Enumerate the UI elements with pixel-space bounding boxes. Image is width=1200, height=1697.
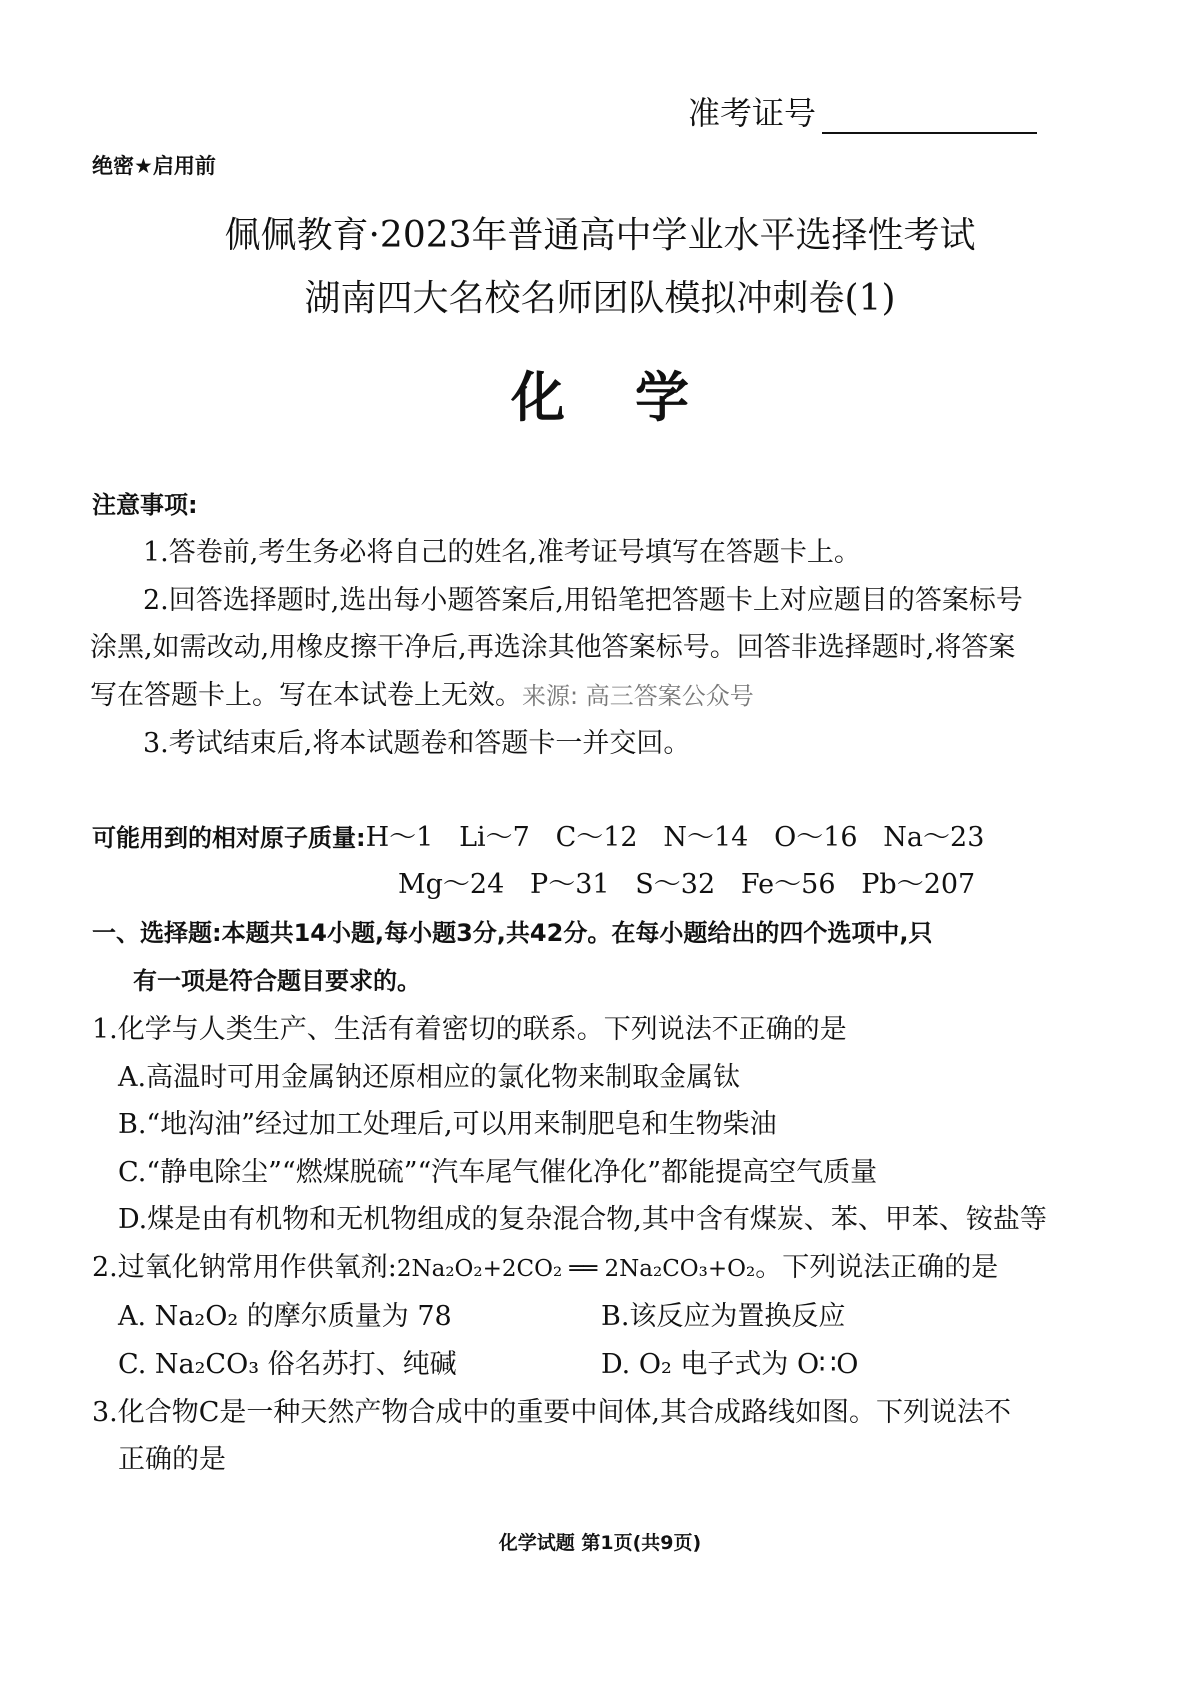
- section-heading-line1: 一、选择题:本题共14小题,每小题3分,共42分。在每小题给出的四个选项中,只: [92, 919, 933, 947]
- q1-stem: 1.化学与人类生产、生活有着密切的联系。下列说法不正确的是: [92, 1014, 847, 1045]
- exam-title-line2: 湖南四大名校名师团队模拟冲刺卷(1): [304, 278, 896, 319]
- exam-id-label: 准考证号: [688, 94, 817, 132]
- q1-option-c: C.“静电除尘”“燃煤脱硫”“汽车尾气催化净化”都能提高空气质量: [118, 1157, 878, 1188]
- q1-option-d: D.煤是由有机物和无机物组成的复杂混合物,其中含有煤炭、苯、甲苯、铵盐等: [118, 1204, 1047, 1235]
- atomic-mass-row1: [92, 815, 984, 854]
- notice-item-2-line3: [90, 673, 754, 712]
- atomic-mass-row2: Mg～24 P～31 S～32 Fe～56 Pb～207: [398, 869, 976, 900]
- q1-option-b: B.“地沟油”经过加工处理后,可以用来制肥皂和生物柴油: [118, 1109, 777, 1140]
- q3-stem-line1: 3.化合物C是一种天然产物合成中的重要中间体,其合成路线如图。下列说法不: [92, 1397, 1012, 1428]
- page-footer: 化学试题 第1页(共9页): [498, 1532, 702, 1554]
- q1-option-a: A.高温时可用金属钠还原相应的氯化物来制取金属钛: [118, 1062, 741, 1093]
- q2-stem-suffix: 。下列说法正确的是: [755, 1252, 999, 1283]
- notice-item-2-line2: 涂黑,如需改动,用橡皮擦干净后,再选涂其他答案标号。回答非选择题时,将答案: [90, 632, 1016, 663]
- secret-label: 绝密★启用前: [92, 154, 216, 178]
- q2-option-a: A. Na₂O₂ 的摩尔质量为 78: [118, 1301, 452, 1332]
- q2-stem-prefix: 2.过氧化钠常用作供氧剂:: [92, 1252, 397, 1283]
- atomic-mass-values-1: H～1 Li～7 C～12 N～14 O～16 Na～23: [365, 822, 985, 853]
- q2-stem: [92, 1245, 998, 1284]
- q2-option-b: B.该反应为置换反应: [601, 1301, 846, 1332]
- q2-option-c: C. Na₂CO₃ 俗名苏打、纯碱: [118, 1349, 457, 1380]
- atomic-mass-label: 可能用到的相对原子质量:: [92, 824, 366, 852]
- notice-item-3: 3.考试结束后,将本试题卷和答题卡一并交回。: [143, 728, 691, 759]
- notice-item-2-text: 写在答题卡上。写在本试卷上无效。: [90, 680, 522, 711]
- source-note: 来源: 高三答案公众号: [522, 682, 754, 710]
- q2-equation: 2Na₂O₂+2CO₂ ══ 2Na₂CO₃+O₂: [396, 1256, 756, 1282]
- notice-item-1: 1.答卷前,考生务必将自己的姓名,准考证号填写在答题卡上。: [143, 537, 861, 568]
- notice-heading: 注意事项:: [92, 491, 198, 519]
- section-heading-line2: 有一项是符合题目要求的。: [133, 967, 421, 995]
- q3-stem-line2: 正确的是: [118, 1444, 226, 1475]
- exam-id-blank: [822, 98, 1037, 134]
- exam-id-field: [688, 88, 1037, 134]
- subject-title: 化学: [511, 366, 759, 429]
- notice-item-2-line1: 2.回答选择题时,选出每小题答案后,用铅笔把答题卡上对应题目的答案标号: [143, 585, 1023, 616]
- q2-option-d: D. O₂ 电子式为 O∷O: [601, 1349, 859, 1380]
- exam-title-line1: 佩佩教育·2023年普通高中学业水平选择性考试: [224, 215, 976, 256]
